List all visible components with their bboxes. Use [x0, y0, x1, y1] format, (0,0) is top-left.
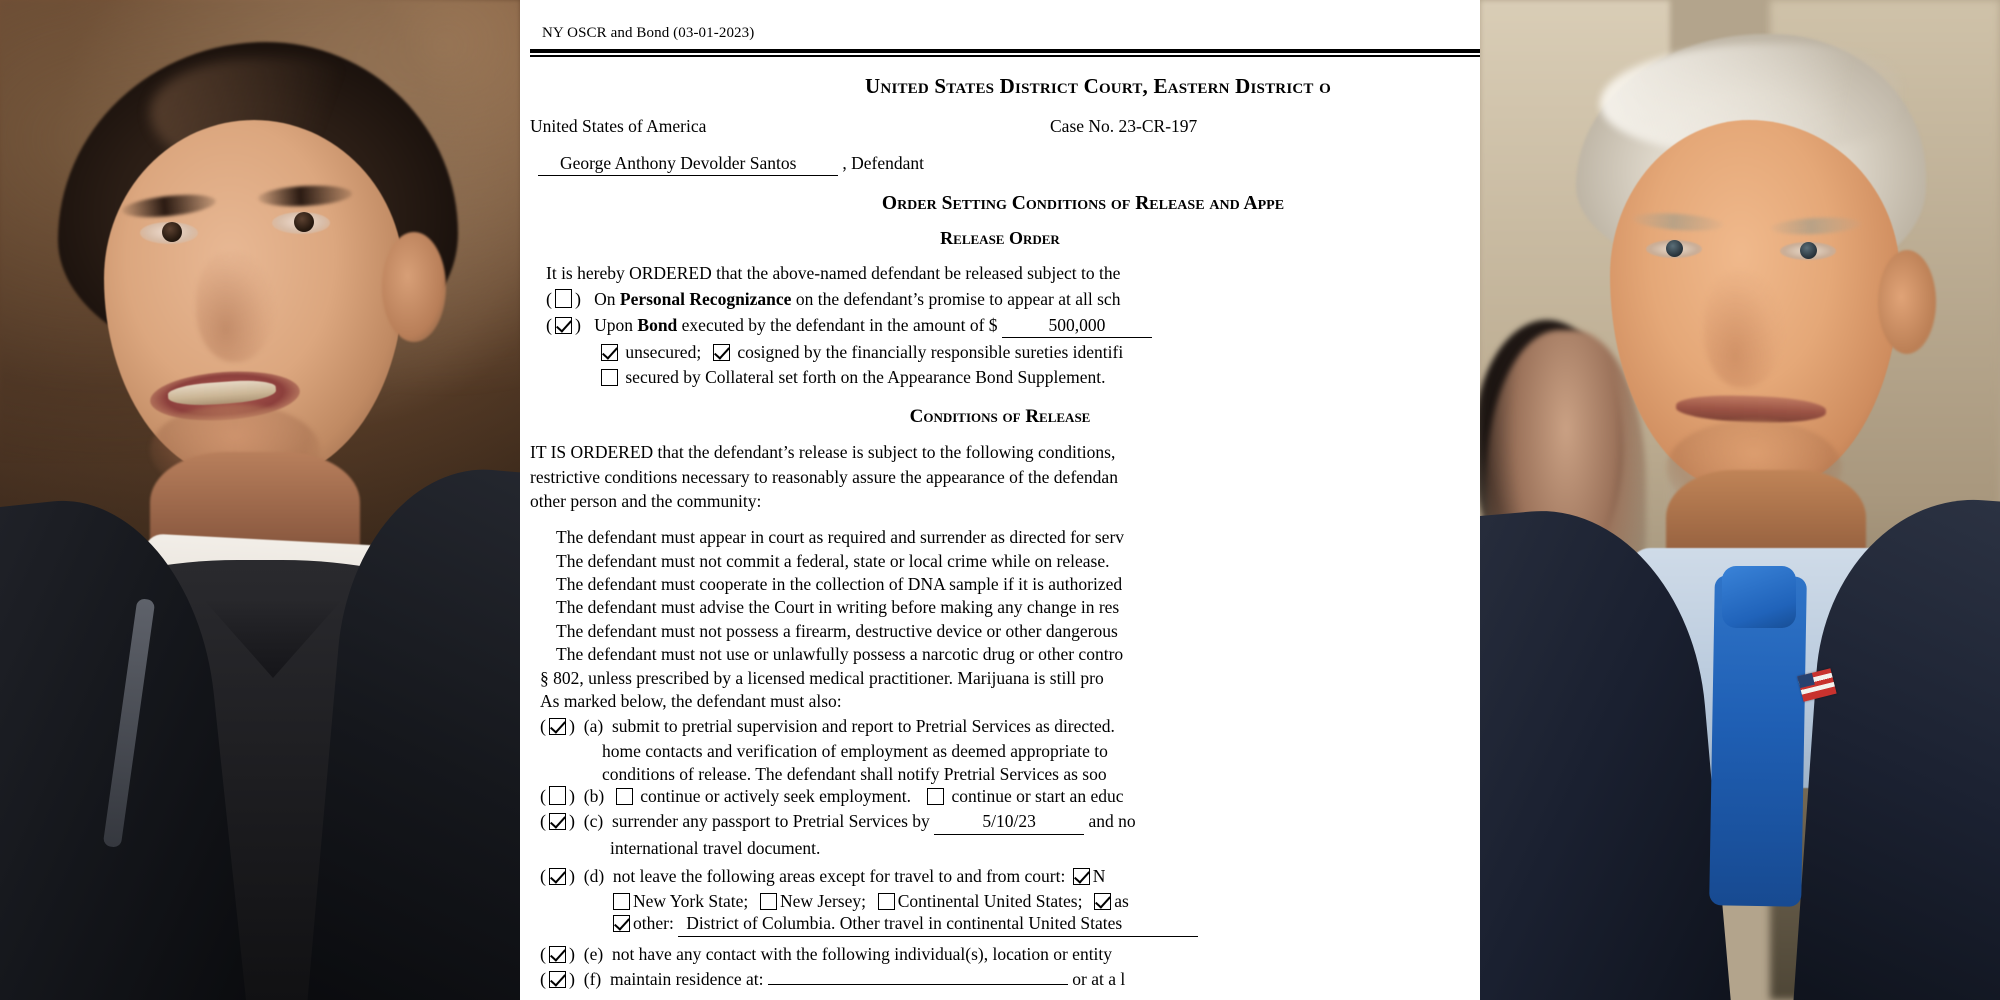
checkbox-travel-area-primary[interactable]	[1073, 868, 1090, 885]
case-caption-row	[530, 115, 1480, 137]
court-title: United States District Court, Eastern District o	[865, 73, 1331, 98]
checkbox-continue-employment[interactable]	[616, 788, 633, 805]
secured-label: secured by Collateral set forth on the Appearance Bond Supplement.	[625, 367, 1106, 388]
cosigned-label: cosigned by the financially responsible sureties identifi	[737, 342, 1124, 363]
other-travel-value-field[interactable]: District of Columbia. Other travel in continental United States	[678, 912, 1198, 936]
condition-c-text: surrender any passport to Pretrial Services by	[611, 811, 930, 832]
condition-d-trailing-label: N	[1092, 866, 1106, 887]
standard-condition-5: The defendant must not possess a firearm, destructive device or other dangerous	[556, 620, 1118, 641]
checkbox-other-travel[interactable]	[613, 915, 630, 932]
court-document	[520, 0, 1480, 1000]
case-number-value: 23-CR-197	[1118, 116, 1198, 137]
checkbox-condition-d[interactable]	[549, 868, 566, 885]
checkbox-condition-a[interactable]	[549, 718, 566, 735]
release-order-heading: Release Order	[940, 228, 1060, 249]
paren-close: )	[569, 943, 575, 964]
paren-close: )	[575, 288, 581, 309]
paren-close: )	[569, 968, 575, 989]
bond-secured-row	[598, 366, 1480, 388]
condition-f-letter: (f)	[583, 968, 602, 989]
condition-d-row	[540, 865, 1480, 888]
standard-condition-8: As marked below, the defendant must also:	[540, 691, 842, 712]
right-subject-pupil-left	[1666, 240, 1683, 257]
option-pr-rest: on the defendant’s promise to appear at all sch	[791, 288, 1121, 309]
checkbox-cosigned[interactable]	[713, 344, 730, 361]
paren-open: (	[540, 968, 546, 989]
checkbox-new-york-state[interactable]	[613, 893, 630, 910]
condition-a-row	[540, 715, 1480, 738]
label-new-york-state: New York State;	[633, 891, 749, 912]
option-personal-recognizance-row	[546, 288, 1480, 311]
conditions-intro-line-2: restrictive conditions necessary to reasonably assure the appearance of the defendan	[530, 466, 1118, 487]
condition-a-line-2: home contacts and verification of employment as deemed appropriate to	[602, 741, 1108, 762]
option-pr-bold: Personal Recognizance	[619, 288, 792, 309]
label-other-travel: other:	[633, 913, 674, 934]
condition-b-option-2: continue or start an educ	[951, 786, 1124, 807]
header-rule-thin	[530, 55, 1480, 56]
standard-condition-1: The defendant must appear in court as required and surrender as directed for serv	[556, 527, 1125, 548]
condition-e-row	[540, 943, 1480, 966]
release-intro: It is hereby ORDERED that the above-named defendant be released subject to the	[546, 263, 1121, 284]
left-subject-nose	[196, 252, 274, 362]
paren-open: (	[540, 716, 546, 737]
paren-close: )	[569, 786, 575, 807]
condition-f-text: maintain residence at:	[609, 968, 764, 989]
label-travel-other-area: as	[1114, 891, 1129, 912]
party-name: United States of America	[530, 116, 707, 137]
residence-field[interactable]	[768, 983, 1068, 985]
conditions-intro-line-3: other person and the community:	[530, 490, 762, 511]
passport-surrender-date-field[interactable]: 5/10/23	[934, 810, 1084, 834]
option-bond-row	[546, 314, 1480, 338]
right-portrait-photo	[1480, 0, 2000, 1000]
right-subject-ear	[1878, 250, 1936, 354]
left-subject-ear	[382, 232, 446, 342]
case-number-label: Case No.	[1050, 116, 1115, 137]
option-bond-bold: Bond	[637, 314, 678, 335]
defendant-label: , Defendant	[842, 152, 925, 173]
defendant-row	[538, 152, 1480, 176]
checkbox-condition-f[interactable]	[549, 971, 566, 988]
court-document-panel	[520, 0, 1480, 1000]
paren-open: (	[540, 811, 546, 832]
condition-c-row	[540, 810, 1480, 834]
conditions-of-release-heading: Conditions of Release	[909, 405, 1091, 427]
option-bond-rest: executed by the defendant in the amount of $	[677, 314, 998, 335]
condition-d-sub-checks	[610, 890, 1480, 912]
checkbox-condition-c[interactable]	[549, 813, 566, 830]
left-subject-pupil-left	[162, 222, 182, 242]
checkbox-condition-e[interactable]	[549, 946, 566, 963]
paren-close: )	[569, 866, 575, 887]
unsecured-label: unsecured;	[625, 342, 702, 363]
paren-open: (	[540, 786, 546, 807]
bond-amount-field[interactable]: 500,000	[1002, 314, 1152, 338]
option-pr-prefix: On	[594, 288, 620, 309]
defendant-name-field[interactable]: George Anthony Devolder Santos	[538, 152, 838, 176]
standard-condition-2: The defendant must not commit a federal, state or local crime while on release.	[556, 550, 1110, 571]
checkbox-secured-collateral[interactable]	[601, 369, 618, 386]
condition-f-trailing: or at a l	[1072, 968, 1126, 989]
checkbox-continental-us[interactable]	[878, 893, 895, 910]
form-code: NY OSCR and Bond (03-01-2023)	[542, 25, 755, 41]
label-new-jersey: New Jersey;	[779, 891, 866, 912]
paren-open: (	[540, 943, 546, 964]
right-subject-nose	[1704, 272, 1782, 388]
paren-close: )	[569, 716, 575, 737]
condition-d-text: not leave the following areas except for travel to and from court:	[612, 866, 1066, 887]
condition-a-text: submit to pretrial supervision and report to Pretrial Services as directed.	[611, 716, 1115, 737]
bond-unsecured-row	[598, 341, 1480, 363]
paren-open: (	[540, 866, 546, 887]
standard-condition-4: The defendant must advise the Court in writing before making any change in res	[556, 597, 1120, 618]
standard-condition-7: § 802, unless prescribed by a licensed medical practitioner. Marijuana is still pro	[540, 667, 1104, 688]
condition-e-text: not have any contact with the following individual(s), location or entity	[611, 943, 1113, 964]
right-subject-pupil-right	[1800, 242, 1817, 259]
left-subject-pupil-right	[294, 212, 314, 232]
checkbox-condition-b[interactable]	[549, 786, 566, 805]
checkbox-travel-other-area[interactable]	[1094, 893, 1111, 910]
condition-a-letter: (a)	[583, 716, 604, 737]
checkbox-bond[interactable]	[555, 317, 572, 334]
checkbox-personal-recognizance[interactable]	[555, 289, 572, 308]
condition-b-option-1: continue or actively seek employment.	[640, 786, 911, 807]
right-subject-tie-knot	[1722, 566, 1796, 628]
standard-condition-6: The defendant must not use or unlawfully possess a narcotic drug or other contro	[556, 644, 1124, 665]
standard-condition-3: The defendant must cooperate in the collection of DNA sample if it is authorized	[556, 574, 1123, 595]
condition-d-letter: (d)	[583, 866, 605, 887]
condition-d-other-row	[610, 912, 1480, 936]
paren-open: (	[546, 314, 552, 335]
label-continental-us: Continental United States;	[897, 891, 1083, 912]
conditions-intro-line-1: IT IS ORDERED that the defendant’s release is subject to the following conditions,	[530, 442, 1116, 463]
condition-f-row	[540, 968, 1480, 991]
checkbox-continue-education[interactable]	[927, 788, 944, 805]
order-title: Order Setting Conditions of Release and Appe	[881, 193, 1285, 215]
condition-c-text-after: and no	[1088, 811, 1136, 832]
left-portrait-photo	[0, 0, 520, 1000]
checkbox-new-jersey[interactable]	[760, 893, 777, 910]
paren-close: )	[569, 811, 575, 832]
condition-b-letter: (b)	[583, 786, 605, 807]
paren-open: (	[546, 288, 552, 309]
condition-e-letter: (e)	[583, 943, 604, 964]
condition-c-letter: (c)	[583, 811, 604, 832]
option-bond-prefix: Upon	[594, 314, 638, 335]
paren-close: )	[575, 314, 581, 335]
checkbox-unsecured[interactable]	[601, 344, 618, 361]
condition-a-line-3: conditions of release. The defendant shall notify Pretrial Services as soo	[602, 763, 1107, 784]
condition-b-row	[540, 785, 1480, 808]
condition-c-line-2: international travel document.	[610, 837, 821, 858]
case-number-block	[1050, 115, 1197, 137]
header-rule-thick	[530, 49, 1480, 53]
